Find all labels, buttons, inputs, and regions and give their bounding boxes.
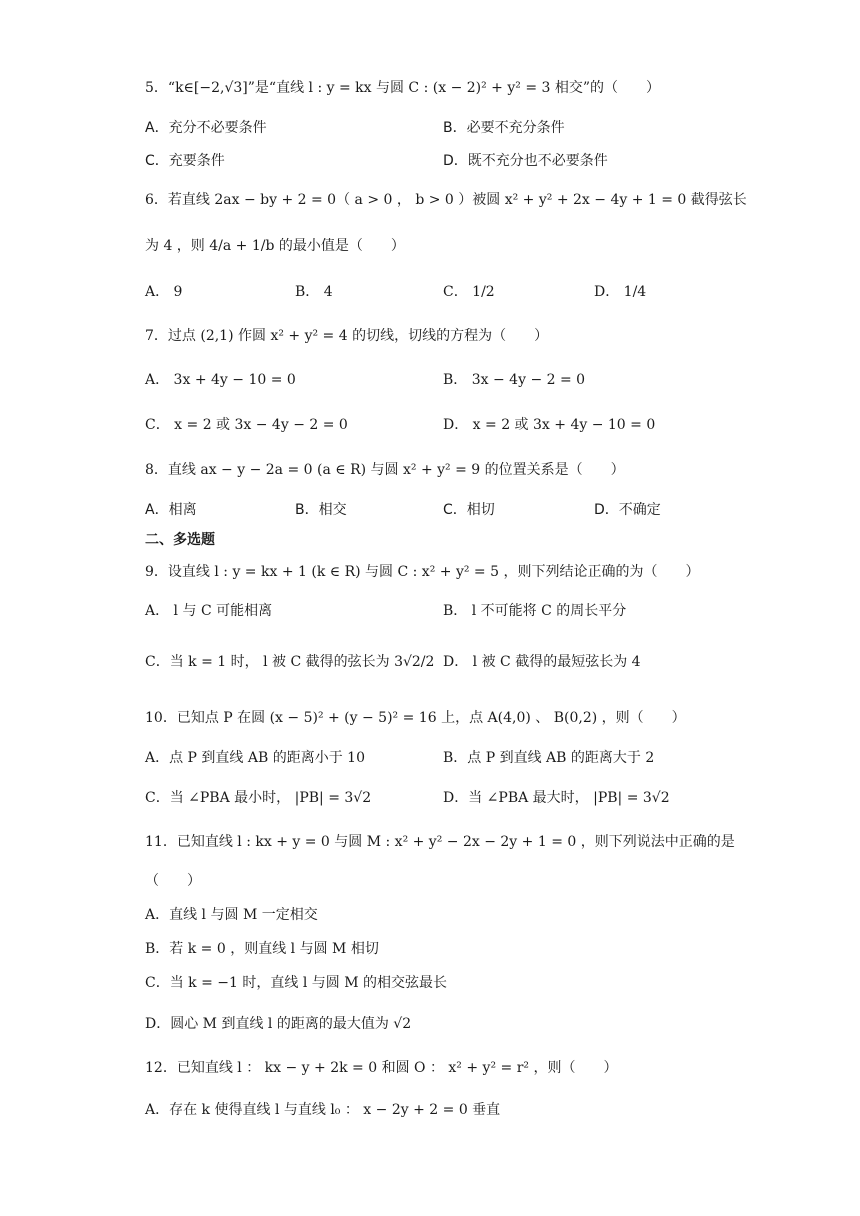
question-9-stem: 9．设直线 l : y = kx + 1 (k ∈ R) 与圆 C : x² + y² = 5 ，则下列结论正确的为（ ） — [145, 564, 700, 580]
question-12-option-a: A．存在 k 使得直线 l 与直线 l₀ ： x − 2y + 2 = 0 垂直 — [145, 1102, 501, 1118]
question-10-option-b: B．点 P 到直线 AB 的距离大于 2 — [443, 750, 655, 766]
question-7-option-d: D． x = 2 或 3x + 4y − 10 = 0 — [443, 417, 656, 433]
question-5-option-b: B．必要不充分条件 — [443, 120, 565, 136]
question-9-option-d: D． l 被 C 截得的最短弦长为 4 — [443, 654, 641, 670]
question-9-option-b: B． l 不可能将 C 的周长平分 — [443, 603, 627, 619]
question-7-option-b: B． 3x − 4y − 2 = 0 — [443, 372, 586, 388]
question-11-option-d: D．圆心 M 到直线 l 的距离的最大值为 √2 — [145, 1016, 412, 1032]
question-5-option-c: C．充要条件 — [145, 153, 225, 169]
question-8-option-c: C．相切 — [443, 502, 495, 518]
question-11-stem-line-1: 11．已知直线 l : kx + y = 0 与圆 M : x² + y² − 2x − 2y + 1 = 0 ，则下列说法中正确的是 — [145, 834, 735, 850]
question-6-option-b: B． 4 — [295, 284, 333, 300]
question-11-option-b: B．若 k = 0 ，则直线 l 与圆 M 相切 — [145, 941, 379, 957]
question-11-stem-line-2: （ ） — [145, 873, 201, 889]
question-11-option-a: A．直线 l 与圆 M 一定相交 — [145, 907, 318, 923]
question-8-option-b: B．相交 — [295, 502, 347, 518]
section-heading-multiple-choice: 二、多选题 — [145, 532, 215, 548]
question-6-option-d: D． 1/4 — [594, 284, 647, 300]
question-6-stem-line-2: 为 4 ，则 4/a + 1/b 的最小值是（ ） — [145, 238, 405, 254]
question-5-stem: 5．“k∈[−2,√3]”是“直线 l : y = kx 与圆 C : (x − 2)² + y² = 3 相交”的（ ） — [145, 80, 661, 96]
question-12-stem: 12．已知直线 l ： kx − y + 2k = 0 和圆 O ： x² + y² = r² ，则（ ） — [145, 1060, 618, 1076]
question-5-option-a: A．充分不必要条件 — [145, 120, 267, 136]
question-6-option-c: C． 1/2 — [443, 284, 495, 300]
question-10-option-d: D．当 ∠PBA 最大时， |PB| = 3√2 — [443, 790, 670, 806]
question-11-option-c: C．当 k = −1 时，直线 l 与圆 M 的相交弦最长 — [145, 975, 447, 991]
question-7-option-c: C． x = 2 或 3x − 4y − 2 = 0 — [145, 417, 348, 433]
question-6-option-a: A． 9 — [145, 284, 183, 300]
question-10-option-c: C．当 ∠PBA 最小时， |PB| = 3√2 — [145, 790, 372, 806]
question-8-option-d: D．不确定 — [594, 502, 661, 518]
question-9-option-a: A． l 与 C 可能相离 — [145, 603, 273, 619]
question-10-stem: 10．已知点 P 在圆 (x − 5)² + (y − 5)² = 16 上，点 A(4,0) 、 B(0,2) ，则（ ） — [145, 710, 686, 726]
question-8-stem: 8．直线 ax − y − 2a = 0 (a ∈ R) 与圆 x² + y² = 9 的位置关系是（ ） — [145, 462, 625, 478]
question-7-option-a: A． 3x + 4y − 10 = 0 — [145, 372, 296, 388]
question-5-option-d: D．既不充分也不必要条件 — [443, 153, 608, 169]
question-8-option-a: A．相离 — [145, 502, 197, 518]
question-9-option-c: C．当 k = 1 时， l 被 C 截得的弦长为 3√2/2 — [145, 654, 435, 670]
question-6-stem-line-1: 6．若直线 2ax − by + 2 = 0（ a > 0 ， b > 0 ）被圆 x² + y² + 2x − 4y + 1 = 0 截得弦长 — [145, 192, 747, 208]
question-7-stem: 7．过点 (2,1) 作圆 x² + y² = 4 的切线，切线的方程为（ ） — [145, 328, 549, 344]
question-10-option-a: A．点 P 到直线 AB 的距离小于 10 — [145, 750, 365, 766]
